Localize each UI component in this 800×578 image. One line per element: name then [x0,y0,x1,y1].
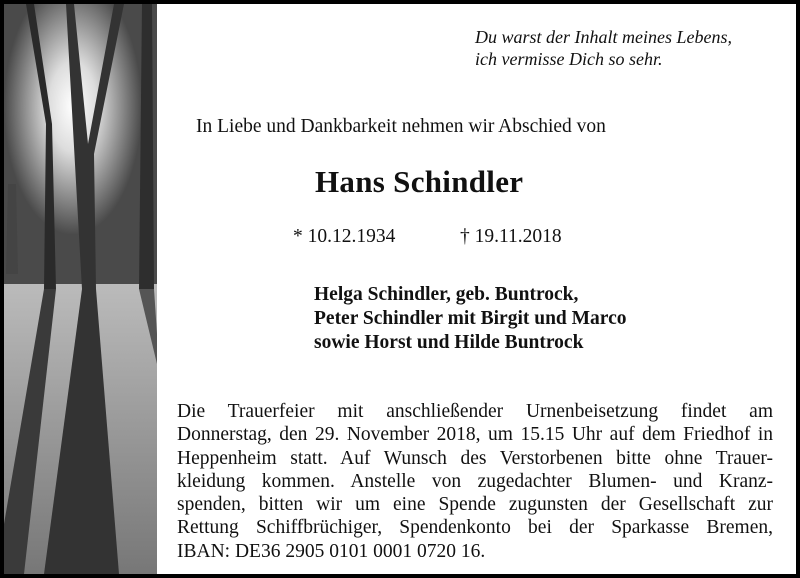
notice-line: spenden, bitten wir um eine Spende zugunsten der Gesellschaft zur [177,494,773,516]
funeral-notice-text [177,400,773,563]
epigraph-line: Du warst der Inhalt meines Lebens, [475,27,732,47]
birth-date: * 10.12.1934 [293,226,396,247]
notice-line: Die Trauerfeier mit anschließender Urnenbeisetzung findet am [177,401,773,422]
notice-line: Rettung Schiffbrüchiger, Spendenkonto bei der Sparkasse Bremen, [177,517,773,539]
mourner-line: sowie Horst und Hilde Buntrock [314,332,584,353]
death-date: † 19.11.2018 [460,226,562,247]
mourners-list [314,283,627,355]
mourner-line: Helga Schindler, geb. Buntrock, [314,284,579,305]
notice-line: IBAN: DE36 2905 0101 0001 0720 16. [177,540,486,562]
tree-photo [4,4,157,574]
epigraph-line: ich vermisse Dich so sehr. [475,49,663,69]
notice-line: kleidung kommen. Anstelle von zugedachter Blumen- und Kranz- [177,470,773,492]
mourner-line: Peter Schindler mit Birgit und Marco [314,308,627,329]
notice-line: Heppenheim statt. Auf Wunsch des Verstorbenen bitte ohne Trauer- [177,447,773,469]
intro-text: In Liebe und Dankbarkeit nehmen wir Abschied von [196,116,606,137]
epigraph [475,26,732,70]
deceased-name: Hans Schindler [315,164,524,199]
notice-line: Donnerstag, den 29. November 2018, um 15.15 Uhr auf dem Friedhof in [177,424,773,446]
